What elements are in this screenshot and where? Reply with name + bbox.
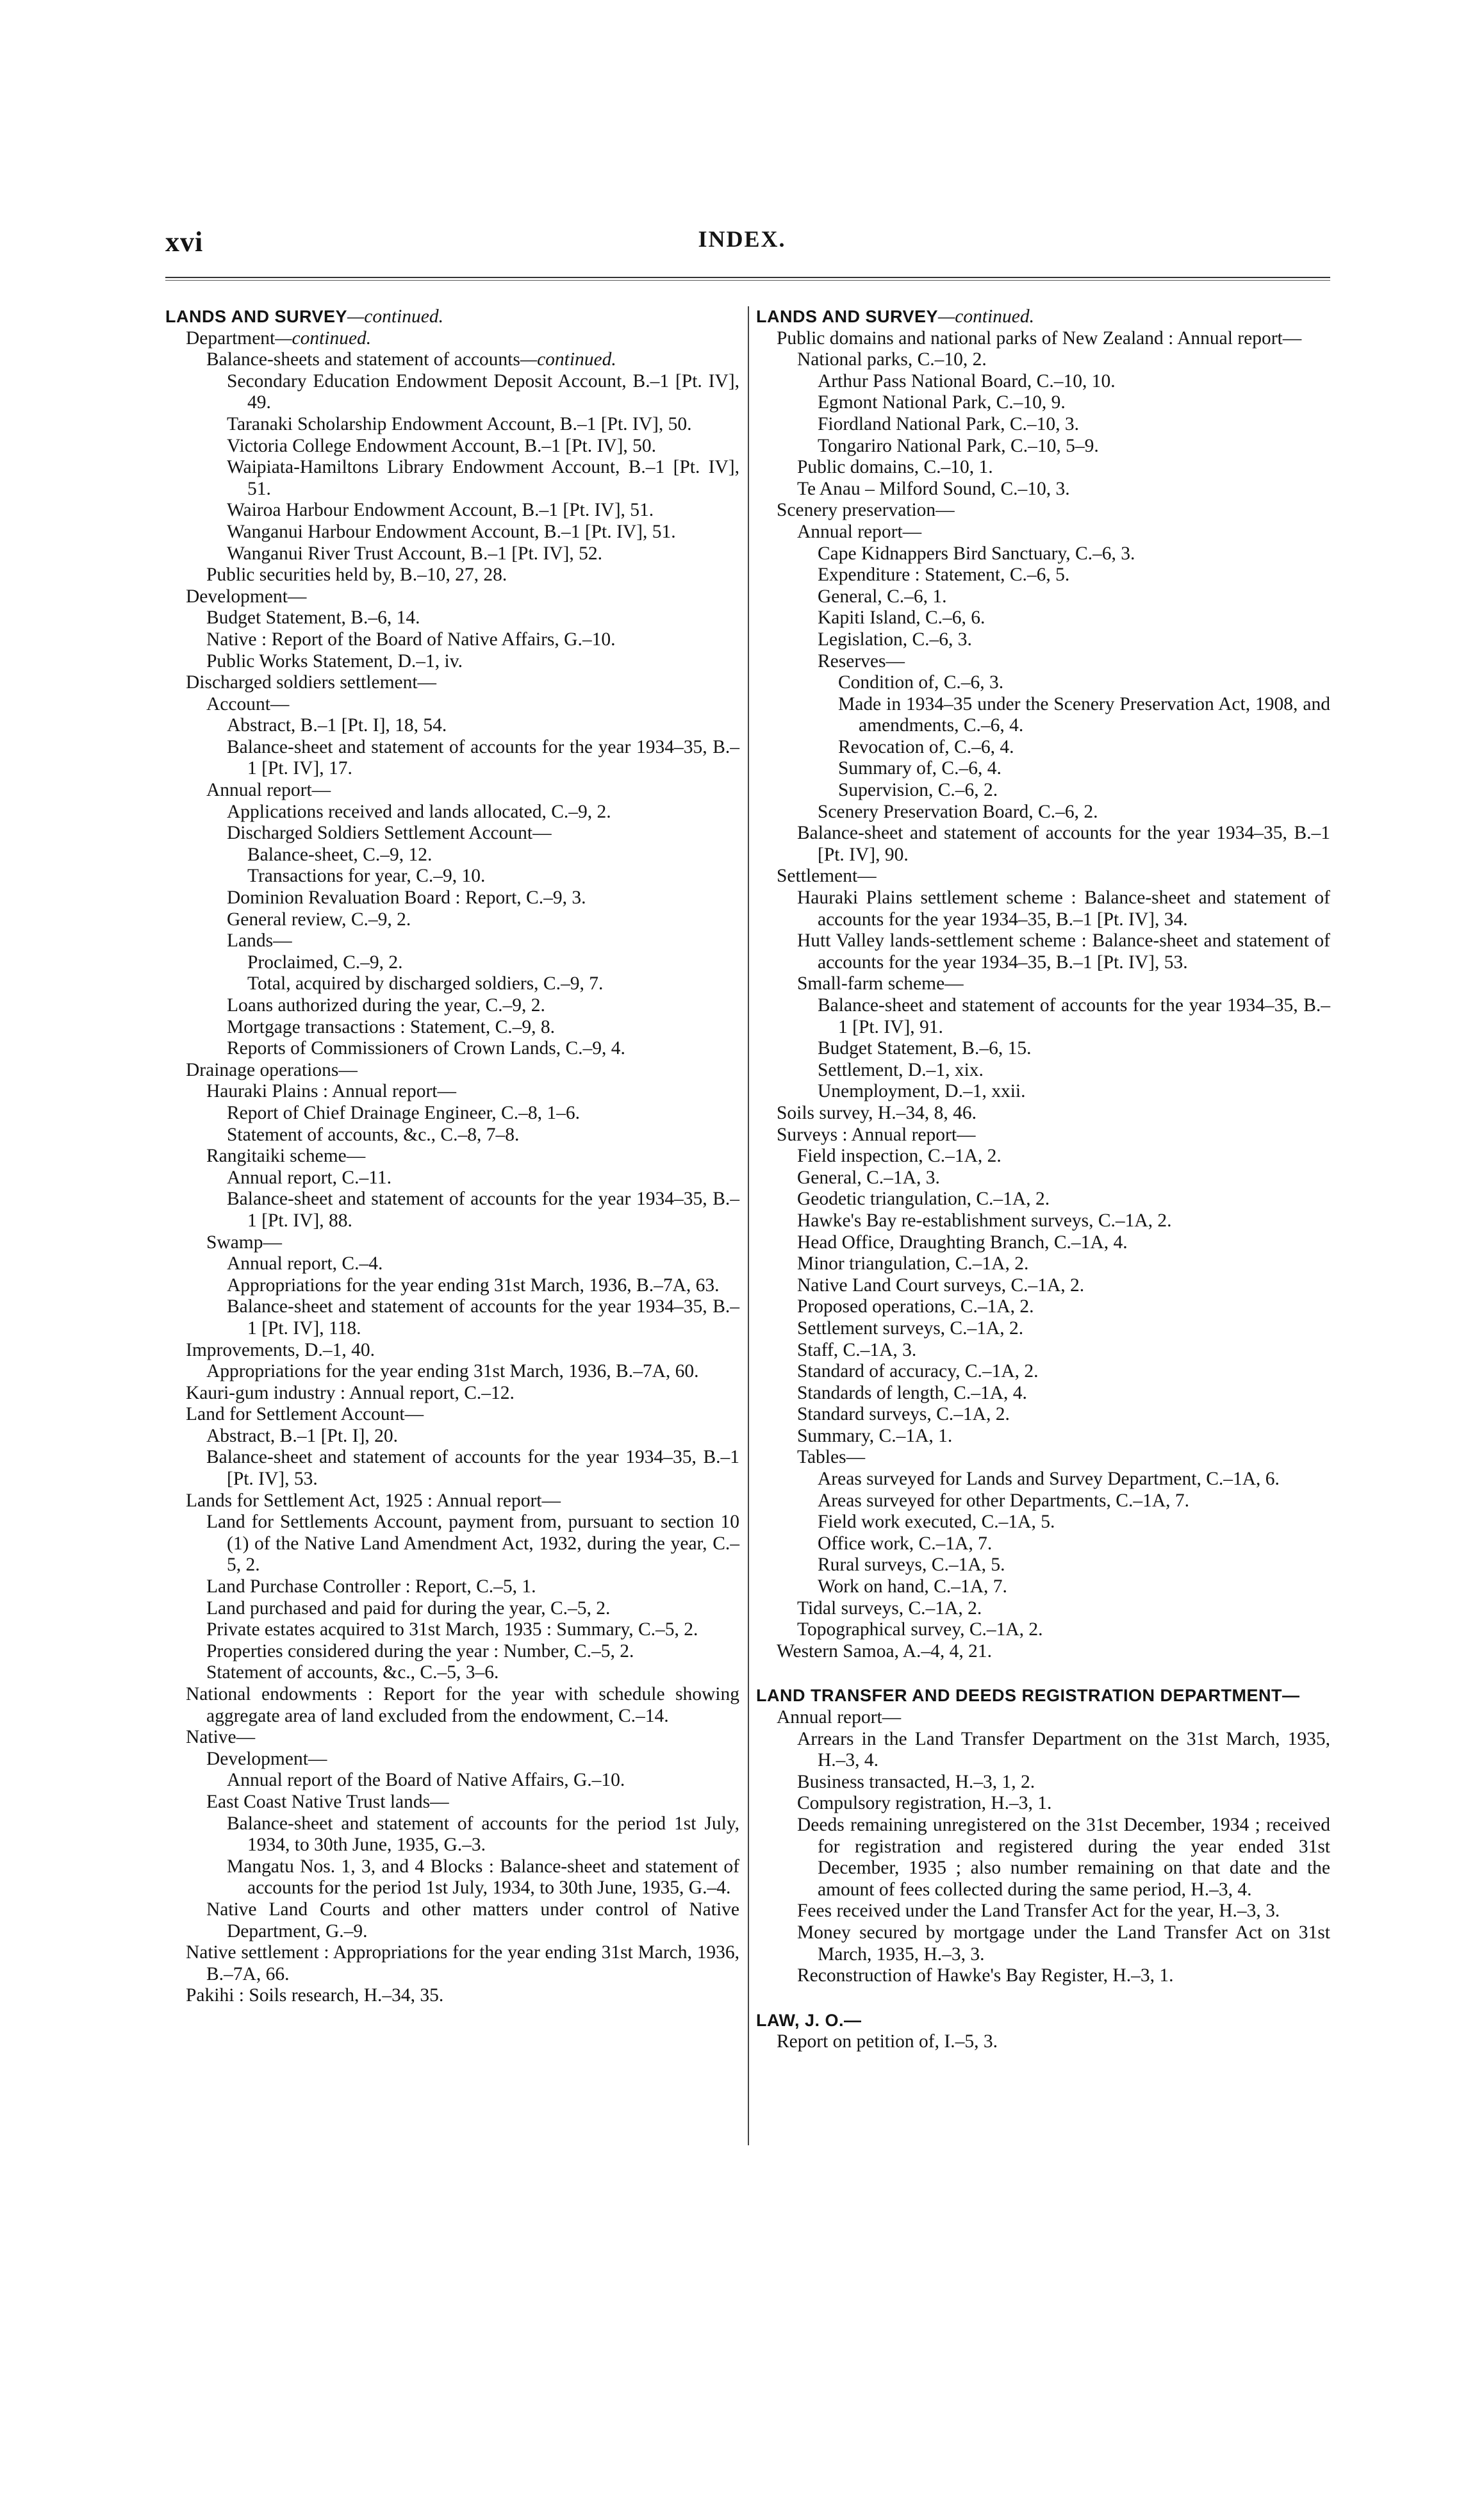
index-entry-text: Cape Kidnappers Bird Sanctuary, C.–6, 3. xyxy=(818,543,1135,564)
index-entry-text: Proposed operations, C.–1A, 2. xyxy=(797,1296,1034,1317)
index-entry xyxy=(818,543,1330,565)
index-entry xyxy=(797,887,1330,930)
index-entry xyxy=(818,586,1330,608)
index-entry xyxy=(818,1533,1330,1555)
index-entry xyxy=(797,522,1330,543)
index-entry-text: Public domains, C.–10, 1. xyxy=(797,457,993,478)
index-entry-text: Victoria College Endowment Account, B.–1 [Pt. IV], 50. xyxy=(227,435,657,456)
index-entry-text: Balance-sheet and statement of accounts for the year 1934–35, B.–1 [Pt. IV], 91. xyxy=(818,995,1330,1037)
index-entry xyxy=(777,500,1330,522)
index-entry xyxy=(227,1253,739,1275)
index-entry xyxy=(818,1060,1330,1082)
index-entry-text: Transactions for year, C.–9, 10. xyxy=(247,866,486,887)
index-entry-text: Fees received under the Land Transfer Act for the year, H.–3, 3. xyxy=(797,1901,1280,1922)
index-entry-text: Revocation of, C.–6, 4. xyxy=(838,736,1014,757)
index-entry xyxy=(227,1770,739,1792)
index-entry xyxy=(818,651,1330,673)
page-number: xvi xyxy=(165,226,204,258)
section-gap xyxy=(756,1662,1330,1685)
index-entry-text: Reports of Commissioners of Crown Lands, C.–9, 4. xyxy=(227,1038,625,1059)
index-entry xyxy=(818,1081,1330,1103)
index-entry-text: Te Anau – Milford Sound, C.–10, 3. xyxy=(797,478,1070,499)
index-entry-text: Annual report, C.–4. xyxy=(227,1253,383,1274)
index-entry-text: Native Land Court surveys, C.–1A, 2. xyxy=(797,1274,1085,1296)
index-entry-text: Land Purchase Controller : Report, C.–5, 1. xyxy=(206,1576,536,1597)
index-entry xyxy=(227,823,739,845)
index-entry-text: Standard of accuracy, C.–1A, 2. xyxy=(797,1361,1039,1382)
index-entry-text: Native : Report of the Board of Native Affairs, G.–10. xyxy=(206,629,616,650)
index-entry-text: Total, acquired by discharged soldiers, C.–9, 7. xyxy=(247,973,604,994)
index-entry xyxy=(227,543,739,565)
index-entry-text: Unemployment, D.–1, xxii. xyxy=(818,1081,1026,1102)
index-entry xyxy=(818,392,1330,414)
index-entry-text: Discharged Soldiers Settlement Account— xyxy=(227,823,552,844)
index-entry xyxy=(186,1727,739,1749)
index-entry-text: National parks, C.–10, 2. xyxy=(797,349,987,370)
index-entry-text: East Coast Native Trust lands— xyxy=(206,1791,449,1812)
index-entry xyxy=(206,1512,739,1576)
index-entry-text: Balance-sheets and statement of accounts xyxy=(206,349,520,370)
index-entry-text: Kauri-gum industry : Annual report, C.–12. xyxy=(186,1382,515,1403)
index-entry-text: General, C.–1A, 3. xyxy=(797,1167,940,1188)
index-entry-text: Balance-sheet and statement of accounts for the year 1934–35, B.–1 [Pt. IV], 90. xyxy=(797,823,1330,865)
index-entry-text: Settlement, D.–1, xix. xyxy=(818,1059,984,1080)
index-entry xyxy=(206,1792,739,1813)
index-entry-text: Balance-sheet and statement of accounts for the period 1st July, 1934, to 30th June, 1935, G.–3. xyxy=(227,1813,739,1856)
index-entry-text: Lands for Settlement Act, 1925 : Annual report— xyxy=(186,1490,561,1511)
index-entry-text: Hutt Valley lands-settlement scheme : Balance-sheet and statement of accounts for the year 1934–35, B.–1 [Pt. IV], 53. xyxy=(797,930,1330,973)
index-column-left xyxy=(165,306,739,2007)
index-entry xyxy=(838,694,1330,737)
index-entry xyxy=(797,1598,1330,1620)
index-entry-text: Scenery Preservation Board, C.–6, 2. xyxy=(818,801,1098,822)
index-entry xyxy=(838,780,1330,802)
index-entry-text: Small-farm scheme— xyxy=(797,973,964,994)
index-entry xyxy=(206,1447,739,1490)
index-entry-text: Proclaimed, C.–9, 2. xyxy=(247,952,403,973)
index-entry-text: National endowments : Report for the year with schedule showing aggregate area of land excluded from the endowment, C.–14. xyxy=(186,1684,739,1726)
index-entry-text: Reserves— xyxy=(818,650,905,672)
index-entry xyxy=(838,737,1330,759)
index-entry xyxy=(777,1103,1330,1125)
index-entry-text: Land for Settlement Account— xyxy=(186,1404,424,1425)
index-entry-text: Reconstruction of Hawke's Bay Register, H.–3, 1. xyxy=(797,1965,1174,1986)
index-entry xyxy=(797,1815,1330,1901)
index-entry-text: Tidal surveys, C.–1A, 2. xyxy=(797,1597,982,1619)
index-entry-text: Wanganui Harbour Endowment Account, B.–1 [Pt. IV], 51. xyxy=(227,521,676,542)
index-entry xyxy=(227,1275,739,1297)
index-entry xyxy=(777,328,1330,350)
index-entry xyxy=(797,823,1330,866)
index-entry xyxy=(206,1232,739,1254)
index-entry-text: Tongariro National Park, C.–10, 5–9. xyxy=(818,435,1099,456)
index-entry xyxy=(818,1555,1330,1576)
index-entry-text: General, C.–6, 1. xyxy=(818,586,947,607)
index-heading-text: LANDS AND SURVEY—continued. xyxy=(756,306,1034,327)
index-entry xyxy=(186,586,739,608)
index-entry-text: Appropriations for the year ending 31st March, 1936, B.–7A, 60. xyxy=(206,1361,699,1382)
index-entry-text: Public Works Statement, D.–1, iv. xyxy=(206,650,463,672)
index-entry xyxy=(206,1576,739,1598)
index-entry xyxy=(186,672,739,694)
index-entry xyxy=(206,1146,739,1167)
index-entry-text: Compulsory registration, H.–3, 1. xyxy=(797,1793,1052,1814)
continued-label: —continued. xyxy=(938,306,1034,327)
index-entry xyxy=(797,1404,1330,1426)
index-entry xyxy=(777,866,1330,887)
index-entry xyxy=(206,1899,739,1942)
index-entry xyxy=(206,1619,739,1641)
index-entry-text: Department xyxy=(186,327,276,349)
index-entry xyxy=(797,1253,1330,1275)
index-heading-text: LANDS AND SURVEY—continued. xyxy=(165,306,443,327)
index-entry-text: Report on petition of, I.–5, 3. xyxy=(777,2031,998,2052)
index-entry-text: Rangitaiki scheme— xyxy=(206,1146,366,1167)
index-entry xyxy=(797,1340,1330,1362)
index-entry xyxy=(797,1167,1330,1189)
header-rule xyxy=(165,277,1330,278)
index-entry xyxy=(227,1125,739,1146)
index-entry-text: Annual report— xyxy=(206,780,331,801)
index-entry xyxy=(227,1296,739,1339)
index-entry-text: Office work, C.–1A, 7. xyxy=(818,1533,993,1554)
index-entry xyxy=(797,1965,1330,1987)
index-entry-text: Standard surveys, C.–1A, 2. xyxy=(797,1404,1010,1425)
index-entry xyxy=(227,909,739,931)
index-entry-text: Work on hand, C.–1A, 7. xyxy=(818,1576,1007,1597)
index-heading xyxy=(756,2010,1330,2032)
index-entry-text: Areas surveyed for other Departments, C.–1A, 7. xyxy=(818,1490,1190,1511)
index-entry-text: Expenditure : Statement, C.–6, 5. xyxy=(818,565,1070,586)
index-entry xyxy=(797,349,1330,371)
index-entry xyxy=(227,1856,739,1899)
index-entry-text: Land for Settlements Account, payment from, pursuant to section 10 (1) of the Native Land Amendment Act, 1932, during the year, C.–5, 2. xyxy=(206,1512,739,1576)
index-entry-text: Loans authorized during the year, C.–9, 2. xyxy=(227,995,545,1016)
index-entry-text: Lands— xyxy=(227,930,292,952)
index-entry-text: Native— xyxy=(186,1727,256,1748)
index-entry xyxy=(227,1189,739,1232)
index-entry-text: Money secured by mortgage under the Land Transfer Act on 31st March, 1935, H.–3, 3. xyxy=(797,1922,1330,1965)
index-entry xyxy=(797,1275,1330,1297)
index-entry xyxy=(818,1512,1330,1533)
index-entry xyxy=(797,1296,1330,1318)
index-entry xyxy=(818,1038,1330,1060)
index-entry-text: Appropriations for the year ending 31st March, 1936, B.–7A, 63. xyxy=(227,1274,720,1296)
index-entry xyxy=(227,1038,739,1060)
index-entry-text: Business transacted, H.–3, 1, 2. xyxy=(797,1771,1035,1792)
index-heading xyxy=(756,306,1330,328)
index-entry xyxy=(818,1469,1330,1490)
index-entry-text: Field inspection, C.–1A, 2. xyxy=(797,1146,1002,1167)
index-entry-text: Annual report— xyxy=(777,1707,902,1728)
index-entry-text: Abstract, B.–1 [Pt. I], 20. xyxy=(206,1425,399,1446)
index-entry-text: Waipiata-Hamiltons Library Endowment Account, B.–1 [Pt. IV], 51. xyxy=(227,457,739,499)
section-gap xyxy=(756,1987,1330,2010)
index-entry-text: Native Land Courts and other matters under control of Native Department, G.–9. xyxy=(206,1899,739,1942)
index-entry xyxy=(818,1576,1330,1598)
index-entry-text: Properties considered during the year : Number, C.–5, 2. xyxy=(206,1640,634,1662)
index-entry xyxy=(797,1232,1330,1254)
index-entry xyxy=(206,349,739,371)
index-entry-text: Pakihi : Soils research, H.–34, 35. xyxy=(186,1985,444,2006)
index-entry xyxy=(818,414,1330,436)
index-entry-text: Balance-sheet and statement of accounts for the year 1934–35, B.–1 [Pt. IV], 88. xyxy=(227,1189,739,1231)
index-entry-text: Budget Statement, B.–6, 15. xyxy=(818,1038,1032,1059)
index-entry-text: Hawke's Bay re-establishment surveys, C.–1A, 2. xyxy=(797,1210,1172,1231)
index-entry xyxy=(818,565,1330,586)
index-entry xyxy=(227,1017,739,1039)
index-entry xyxy=(186,1942,739,1985)
index-entry-text: Hauraki Plains : Annual report— xyxy=(206,1081,456,1102)
index-entry xyxy=(206,694,739,716)
index-entry-text: Balance-sheet, C.–9, 12. xyxy=(247,844,433,865)
index-entry-text: Settlement— xyxy=(777,866,877,887)
index-entry xyxy=(818,371,1330,393)
index-entry xyxy=(797,1189,1330,1210)
index-entry xyxy=(797,1729,1330,1772)
continued-label: —continued. xyxy=(347,306,443,327)
index-entry xyxy=(186,1985,739,2007)
index-entry-text: Balance-sheet and statement of accounts for the year 1934–35, B.–1 [Pt. IV], 53. xyxy=(206,1447,739,1490)
index-entry xyxy=(797,479,1330,500)
index-entry xyxy=(818,607,1330,629)
index-entry xyxy=(797,930,1330,973)
index-entry xyxy=(186,1383,739,1405)
index-entry-text: Arthur Pass National Board, C.–10, 10. xyxy=(818,370,1116,392)
header-rule-thin xyxy=(165,280,1330,281)
index-entry xyxy=(227,414,739,436)
index-entry-text: Made in 1934–35 under the Scenery Preservation Act, 1908, and amendments, C.–6, 4. xyxy=(838,693,1330,736)
index-entry xyxy=(797,1210,1330,1232)
index-entry-text: Balance-sheet and statement of accounts for the year 1934–35, B.–1 [Pt. IV], 17. xyxy=(227,736,739,779)
index-entry-text: Account— xyxy=(206,693,290,714)
index-entry-text: Scenery preservation— xyxy=(777,500,955,521)
index-entry-text: Secondary Education Endowment Deposit Account, B.–1 [Pt. IV], 49. xyxy=(227,370,739,413)
index-entry-text: Mortgage transactions : Statement, C.–9, 8. xyxy=(227,1016,556,1037)
index-entry-text: Public domains and national parks of New Zealand : Annual report— xyxy=(777,327,1302,349)
continued-label: —continued. xyxy=(520,349,616,370)
index-entry xyxy=(797,1146,1330,1167)
index-entry-text: Annual report of the Board of Native Affairs, G.–10. xyxy=(227,1770,625,1791)
index-entry-text: Field work executed, C.–1A, 5. xyxy=(818,1512,1055,1533)
index-entry xyxy=(838,672,1330,694)
index-entry-text: Deeds remaining unregistered on the 31st December, 1934 ; received for registration and registered during the year ended 31st December, 1935 ; also number remaining on that date and the amount of fees collected during the same period, H.–3, 4. xyxy=(797,1814,1330,1900)
index-entry xyxy=(227,887,739,909)
page-title: INDEX. xyxy=(698,226,786,252)
index-entry xyxy=(247,973,739,995)
index-entry-text: Soils survey, H.–34, 8, 46. xyxy=(777,1102,977,1123)
index-entry-text: Condition of, C.–6, 3. xyxy=(838,672,1004,693)
index-entry-text: Applications received and lands allocated, C.–9, 2. xyxy=(227,801,611,822)
index-entry xyxy=(206,1641,739,1663)
index-entry-text: Development— xyxy=(206,1748,327,1769)
index-column-right xyxy=(756,306,1330,2053)
index-entry xyxy=(247,952,739,974)
index-entry-text: Drainage operations— xyxy=(186,1059,358,1080)
index-entry xyxy=(247,845,739,866)
index-entry xyxy=(797,973,1330,995)
index-entry xyxy=(227,737,739,780)
index-entry xyxy=(206,565,739,586)
index-entry-text: Statement of accounts, &c., C.–5, 3–6. xyxy=(206,1662,499,1683)
index-entry xyxy=(247,866,739,887)
index-heading xyxy=(756,1685,1330,1707)
index-entry-text: Wanganui River Trust Account, B.–1 [Pt. IV], 52. xyxy=(227,543,602,564)
index-entry xyxy=(186,1340,739,1362)
index-entry-text: Summary, C.–1A, 1. xyxy=(797,1425,953,1446)
index-entry xyxy=(797,1793,1330,1815)
index-entry xyxy=(227,371,739,414)
index-entry xyxy=(206,1081,739,1103)
index-entry-text: Summary of, C.–6, 4. xyxy=(838,758,1002,779)
index-entry-text: Arrears in the Land Transfer Department on the 31st March, 1935, H.–3, 4. xyxy=(797,1728,1330,1771)
index-entry xyxy=(186,328,739,350)
continued-label: —continued. xyxy=(275,327,372,349)
index-entry-text: Hauraki Plains settlement scheme : Balance-sheet and statement of accounts for the year 1934–35, B.–1 [Pt. IV], 34. xyxy=(797,887,1330,930)
index-entry-text: Taranaki Scholarship Endowment Account, B.–1 [Pt. IV], 50. xyxy=(227,413,692,434)
index-entry-text: Statement of accounts, &c., C.–8, 7–8. xyxy=(227,1124,520,1145)
index-entry-text: Annual report— xyxy=(797,521,922,542)
index-entry xyxy=(206,1361,739,1383)
index-entry xyxy=(797,1383,1330,1405)
index-entry xyxy=(818,436,1330,458)
index-heading xyxy=(165,306,739,328)
index-entry xyxy=(777,2031,1330,2053)
index-entry xyxy=(818,1490,1330,1512)
index-entry-text: Standards of length, C.–1A, 4. xyxy=(797,1382,1027,1403)
index-entry xyxy=(227,522,739,543)
index-entry-text: Topographical survey, C.–1A, 2. xyxy=(797,1619,1043,1640)
index-entry xyxy=(797,1318,1330,1340)
index-entry xyxy=(797,1447,1330,1469)
index-entry-text: Legislation, C.–6, 3. xyxy=(818,629,972,650)
index-entry xyxy=(227,1103,739,1125)
index-entry-text: Improvements, D.–1, 40. xyxy=(186,1339,375,1360)
index-entry xyxy=(818,629,1330,651)
index-entry xyxy=(206,1749,739,1770)
index-entry xyxy=(818,802,1330,823)
index-entry xyxy=(797,1922,1330,1965)
index-entry xyxy=(186,1404,739,1426)
index-entry-text: Public securities held by, B.–10, 27, 28. xyxy=(206,565,507,586)
index-entry-text: Minor triangulation, C.–1A, 2. xyxy=(797,1253,1029,1274)
index-entry xyxy=(227,1813,739,1856)
index-entry xyxy=(227,995,739,1017)
index-entry-text: Report of Chief Drainage Engineer, C.–8, 1–6. xyxy=(227,1102,580,1123)
index-entry xyxy=(186,1060,739,1082)
index-entry xyxy=(797,457,1330,479)
index-entry xyxy=(186,1684,739,1727)
index-entry-text: Discharged soldiers settlement— xyxy=(186,672,437,693)
index-entry-text: Budget Statement, B.–6, 14. xyxy=(206,607,420,629)
index-entry xyxy=(206,1662,739,1684)
index-entry-text: Geodetic triangulation, C.–1A, 2. xyxy=(797,1189,1050,1210)
index-entry xyxy=(838,758,1330,780)
index-entry-text: Annual report, C.–11. xyxy=(227,1167,392,1188)
index-entry-text: Development— xyxy=(186,586,307,607)
index-heading-text: LAND TRANSFER AND DEEDS REGISTRATION DEPARTMENT— xyxy=(756,1686,1300,1706)
index-entry xyxy=(797,1361,1330,1383)
index-entry xyxy=(227,457,739,500)
column-divider xyxy=(748,306,749,2145)
index-entry xyxy=(227,436,739,458)
index-entry-text: Swamp— xyxy=(206,1232,282,1253)
index-entry xyxy=(797,1619,1330,1641)
index-entry xyxy=(227,1167,739,1189)
index-entry xyxy=(797,1772,1330,1794)
index-entry-text: Rural surveys, C.–1A, 5. xyxy=(818,1555,1005,1576)
index-entry-text: Wairoa Harbour Endowment Account, B.–1 [Pt. IV], 51. xyxy=(227,500,654,521)
index-entry xyxy=(227,715,739,737)
index-entry xyxy=(206,780,739,802)
index-entry-text: Western Samoa, A.–4, 4, 21. xyxy=(777,1640,993,1662)
index-entry xyxy=(227,500,739,522)
index-entry-text: Kapiti Island, C.–6, 6. xyxy=(818,607,985,629)
index-entry-text: Egmont National Park, C.–10, 9. xyxy=(818,392,1066,413)
index-entry xyxy=(186,1490,739,1512)
index-entry xyxy=(777,1125,1330,1146)
index-entry-text: Land purchased and paid for during the year, C.–5, 2. xyxy=(206,1597,611,1619)
index-entry-text: Dominion Revaluation Board : Report, C.–9, 3. xyxy=(227,887,586,909)
index-entry-text: Supervision, C.–6, 2. xyxy=(838,780,998,801)
index-entry xyxy=(206,629,739,651)
index-entry xyxy=(818,995,1330,1038)
index-entry-text: Balance-sheet and statement of accounts for the year 1934–35, B.–1 [Pt. IV], 118. xyxy=(227,1296,739,1339)
index-entry xyxy=(227,930,739,952)
index-entry-text: Settlement surveys, C.–1A, 2. xyxy=(797,1317,1024,1339)
index-entry-text: Private estates acquired to 31st March, 1935 : Summary, C.–5, 2. xyxy=(206,1619,698,1640)
index-entry xyxy=(797,1426,1330,1447)
index-entry-text: Mangatu Nos. 1, 3, and 4 Blocks : Balance-sheet and statement of accounts for the period 1st July, 1934, to 30th June, 1935, G.–4. xyxy=(227,1856,739,1899)
index-entry-text: Head Office, Draughting Branch, C.–1A, 4. xyxy=(797,1232,1128,1253)
index-entry-text: Native settlement : Appropriations for the year ending 31st March, 1936, B.–7A, 66. xyxy=(186,1942,739,1984)
index-entry-text: Areas surveyed for Lands and Survey Department, C.–1A, 6. xyxy=(818,1469,1280,1490)
index-entry xyxy=(206,1426,739,1447)
index-entry-text: General review, C.–9, 2. xyxy=(227,909,411,930)
index-heading-text: LAW, J. O.— xyxy=(756,2010,862,2030)
index-entry xyxy=(797,1901,1330,1922)
index-entry-text: Fiordland National Park, C.–10, 3. xyxy=(818,413,1080,434)
index-entry-text: Surveys : Annual report— xyxy=(777,1124,976,1145)
index-entry xyxy=(206,1598,739,1620)
index-entry xyxy=(227,802,739,823)
index-entry-text: Abstract, B.–1 [Pt. I], 18, 54. xyxy=(227,715,447,736)
index-entry-text: Tables— xyxy=(797,1447,866,1468)
index-entry xyxy=(206,607,739,629)
index-entry-text: Staff, C.–1A, 3. xyxy=(797,1339,917,1360)
index-entry xyxy=(777,1641,1330,1663)
index-entry xyxy=(206,651,739,673)
index-entry xyxy=(777,1707,1330,1729)
